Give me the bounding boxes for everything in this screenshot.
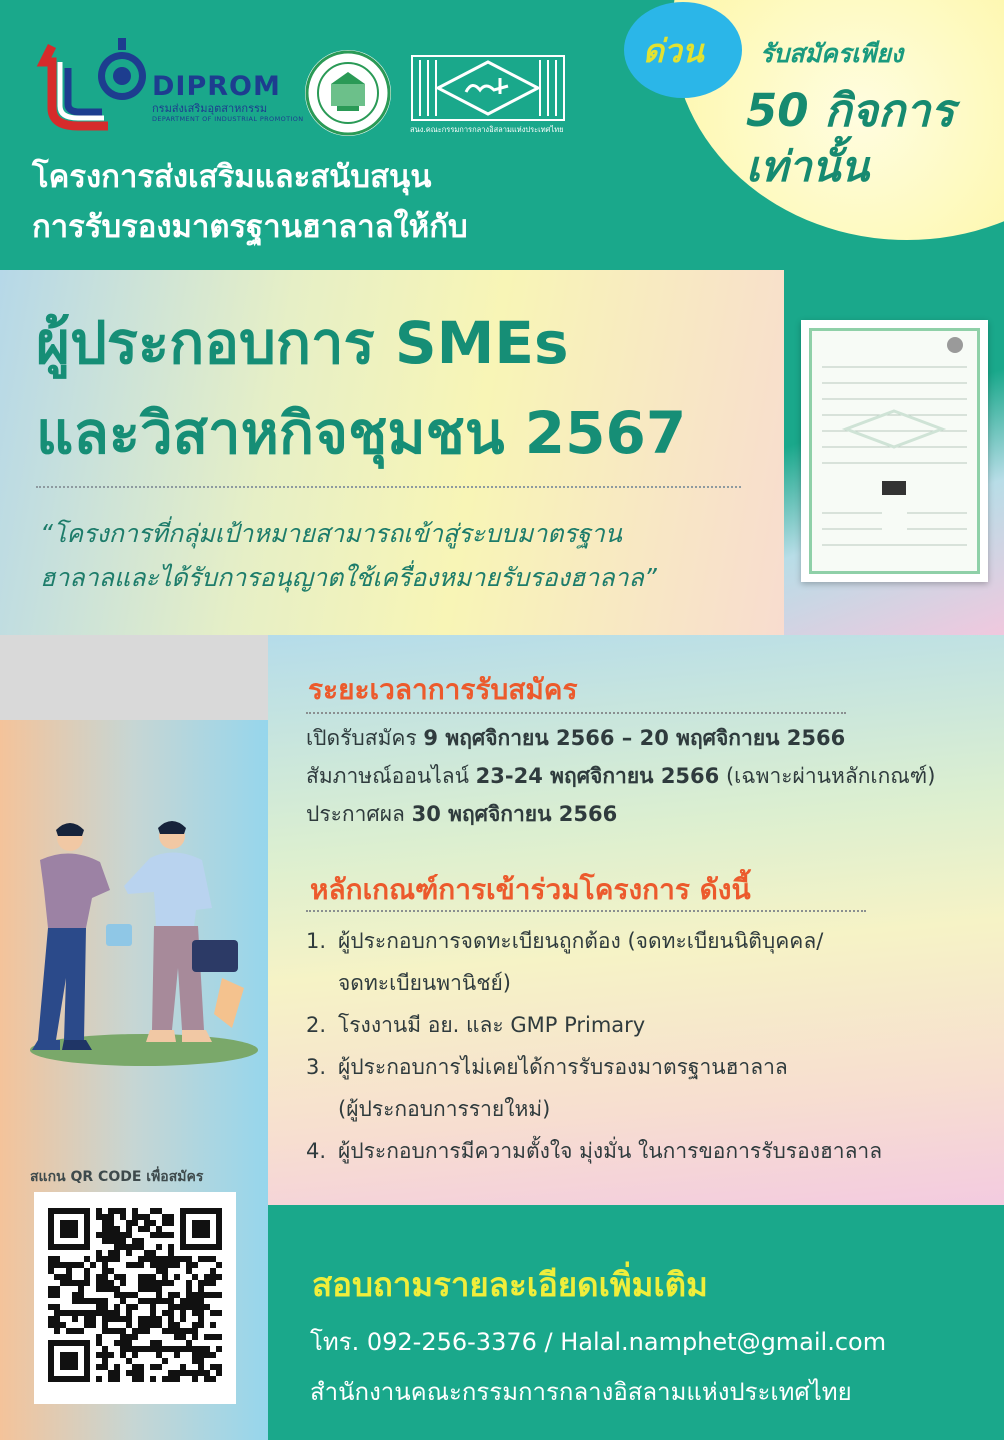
urgent-line-1: รับสมัครเพียง [760, 39, 904, 68]
halal-certificate-image [801, 320, 988, 582]
diprom-logo-icon [30, 28, 150, 136]
urgent-line-2: 50 กิจการ [746, 84, 955, 137]
diprom-name: DIPROM [152, 71, 281, 102]
criteria-item-4: 4. ผู้ประกอบการมีความตั้งใจ มุ่งมั่น ในการขอการรับรองฮาลาล [306, 1139, 883, 1163]
qr-label: สแกน QR CODE เพื่อสมัคร [30, 1169, 204, 1185]
handshake-illustration [26, 818, 264, 1070]
header-title-line-1: โครงการส่งเสริมและสนับสนุน [32, 159, 432, 195]
criteria-item-1: 1. ผู้ประกอบการจดทะเบียนถูกต้อง (จดทะเบียนนิติบุคคล/ [306, 929, 824, 953]
logo-row [30, 28, 590, 138]
certificate-lines [812, 331, 977, 571]
header-title [32, 152, 468, 252]
hero-title-line-1: ผู้ประกอบการ SMEs [36, 309, 569, 377]
diprom-text [152, 72, 304, 124]
certificate-border [809, 328, 980, 574]
schedule-line-3: ประกาศผล 30 พฤศจิกายน 2566 [306, 802, 618, 826]
header-title-line-2: การรับรองมาตรฐานฮาลาลให้กับ [32, 209, 468, 245]
hero-divider [36, 486, 741, 488]
urgent-line-3: เท่านั้น [746, 142, 870, 191]
hero-title-line-2: และวิสาหกิจชุมชน 2567 [36, 399, 687, 467]
criteria-heading: หลักเกณฑ์การเข้าร่วมโครงการ ดังนี้ [310, 873, 751, 906]
qr-code-icon [46, 1204, 224, 1392]
criteria-item-3: 3. ผู้ประกอบการไม่เคยได้การรับรองมาตรฐานฮาลาล [306, 1055, 788, 1079]
halal-logo-icon [408, 52, 568, 132]
grey-strip [0, 635, 268, 720]
urgent-badge-text: ด่วน [643, 32, 704, 70]
committee-seal-icon [305, 50, 391, 136]
criteria-item-3-cont: (ผู้ประกอบการรายใหม่) [338, 1097, 551, 1121]
qr-code[interactable] [34, 1192, 236, 1404]
schedule-line-2: สัมภาษณ์ออนไลน์ 23-24 พฤศจิกายน 2566 (เฉพาะผ่านหลักเกณฑ์) [306, 764, 936, 788]
contact-organization: สำนักงานคณะกรรมการกลางอิสลามแห่งประเทศไทย [310, 1378, 852, 1406]
contact-phone-email: โทร. 092-256-3376 / Halal.namphet@gmail.com [310, 1328, 887, 1356]
schedule-heading: ระยะเวลาการรับสมัคร [308, 673, 578, 706]
diprom-subtitle: กรมส่งเสริมอุตสาหกรรม [152, 102, 268, 115]
hero-quote-line-2: ฮาลาลและได้รับการอนุญาตใช้เครื่องหมายรับรองฮาลาล” [40, 563, 657, 592]
criteria-item-2: 2. โรงงานมี อย. และ GMP Primary [306, 1013, 646, 1037]
diprom-subtitle-en: DEPARTMENT OF INDUSTRIAL PROMOTION [152, 115, 304, 123]
hero-quote [40, 512, 657, 600]
criteria-item-1-cont: จดทะเบียนพานิชย์) [338, 971, 511, 995]
contact-heading: สอบถามรายละเอียดเพิ่มเติม [312, 1265, 708, 1304]
hero-quote-line-1: “โครงการที่กลุ่มเป้าหมายสามารถเข้าสู่ระบบมาตรฐาน [40, 519, 622, 548]
schedule-rule [306, 712, 846, 714]
schedule-line-1: เปิดรับสมัคร 9 พฤศจิกายน 2566 – 20 พฤศจิกายน 2566 [306, 726, 846, 750]
criteria-rule [306, 910, 866, 912]
halal-caption: สนง.คณะกรรมการกลางอิสลามแห่งประเทศไทย [410, 125, 564, 134]
